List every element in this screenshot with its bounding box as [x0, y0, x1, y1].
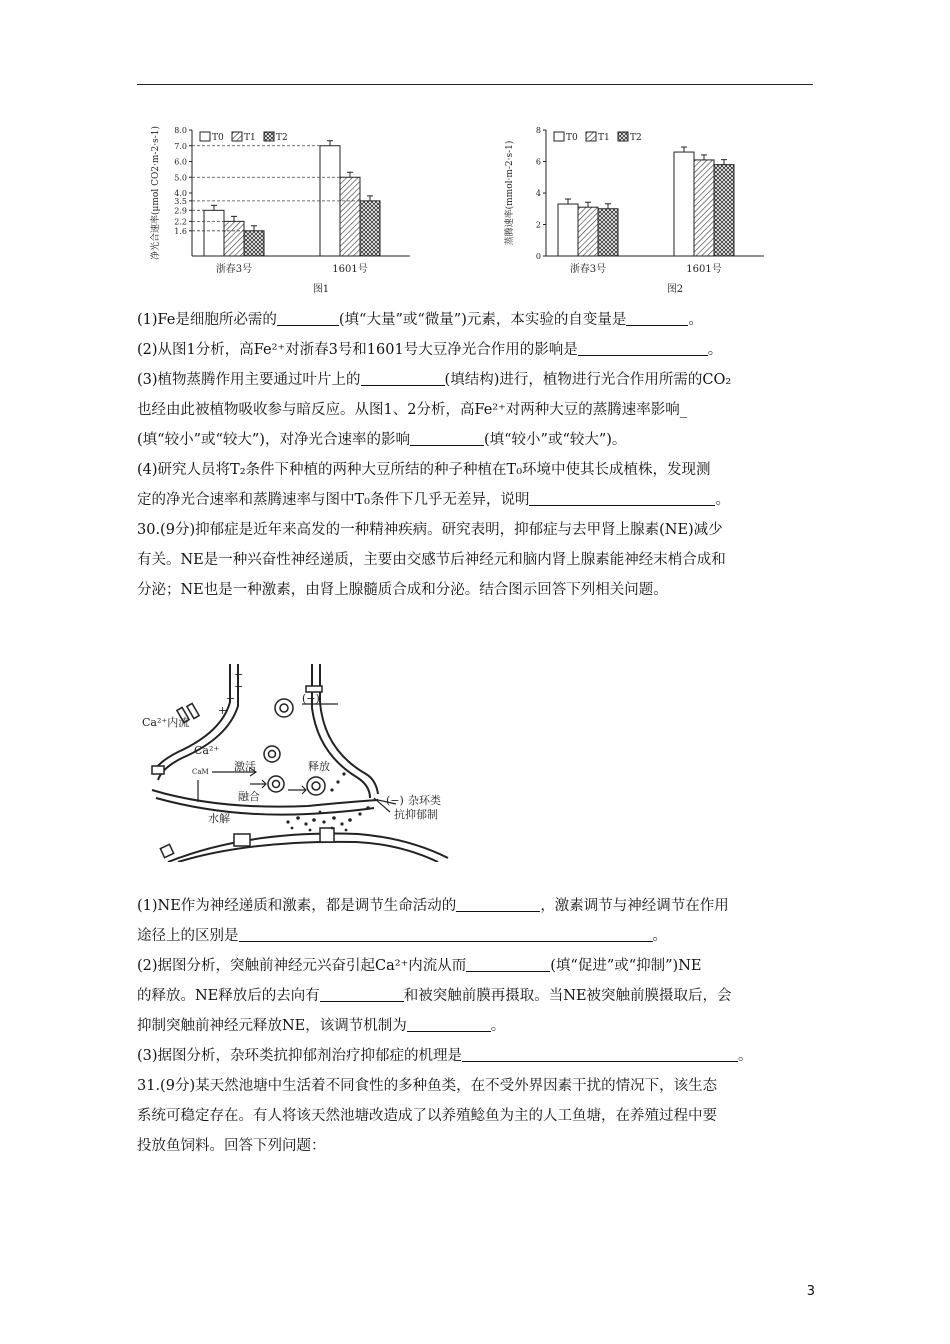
- q30-1-line2-part2: 。: [652, 928, 667, 944]
- svg-text:+: +: [234, 668, 244, 681]
- figure-2-chart: [494, 118, 784, 302]
- category-label: 1601号: [686, 264, 722, 275]
- answer-blank[interactable]: [626, 311, 688, 326]
- q29-1-part3: 。: [688, 312, 703, 328]
- label-hydrolysis: 水解: [208, 812, 230, 825]
- legend-swatch: [586, 132, 596, 141]
- y-tick-label: 4.0: [174, 189, 187, 198]
- svg-text:+: +: [218, 704, 228, 717]
- y-axis-label: 蒸腾速率(mmol·m-2·s-1): [505, 140, 515, 246]
- bar: [360, 201, 380, 256]
- answer-blank[interactable]: [320, 987, 404, 1002]
- y-tick-label: 4: [535, 189, 541, 198]
- label-activate: 激活: [234, 760, 256, 773]
- legend-label: T2: [630, 133, 642, 143]
- legend-label: T2: [276, 133, 288, 143]
- bar: [714, 165, 734, 256]
- bar: [674, 152, 694, 256]
- q29-3-line1-part2: (填结构)进行，植物进行光合作用所需的CO₂: [444, 372, 732, 388]
- q30-2-line3-part2: 。: [490, 1018, 506, 1034]
- q31-line1: 31.(9分)某天然池塘中生活着不同食性的多种鱼类，在不受外界因素干扰的情况下，该生态: [137, 1078, 718, 1094]
- answer-blank[interactable]: [410, 431, 484, 446]
- answer-blank[interactable]: [456, 897, 540, 912]
- legend-swatch: [200, 132, 210, 141]
- y-tick-label: 2.9: [174, 206, 187, 216]
- q29-3-line3-part1: (填“较小”或“较大”)，对净光合速率的影响: [137, 432, 410, 448]
- chart-title: 图1: [312, 284, 330, 295]
- legend-label: T0: [212, 133, 224, 143]
- q30-3-part2: 。: [738, 1048, 753, 1064]
- synapse-svg: [138, 662, 468, 862]
- q30-1-line1-part1: (1)NE作为神经递质和激素，都是调节生命活动的: [137, 898, 457, 914]
- label-drug: 杂环类: [408, 794, 441, 807]
- q29-4-line2-part2: 。: [715, 492, 730, 508]
- y-tick-label: 6: [535, 157, 541, 167]
- label-inhibit-lower: (−): [386, 794, 404, 807]
- legend-swatch: [618, 132, 628, 141]
- bar: [244, 231, 264, 256]
- y-tick-label: 1.6: [174, 226, 187, 236]
- y-tick-label: 0: [535, 252, 541, 261]
- label-ca-influx: Ca²⁺内流: [142, 716, 190, 729]
- q30-intro-line1: 30.(9分)抑郁症是近年来高发的一种精神疾病。研究表明，抑郁症与去甲肾上腺素(NE)减少: [137, 522, 723, 538]
- q30-2-line2-part2: 和被突触前膜再摄取。当NE被突触前膜摄取后，会: [403, 988, 732, 1004]
- q29-2-part1: (2)从图1分析，高Fe²⁺对浙春3号和1601号大豆净光合作用的影响是: [137, 342, 578, 358]
- q29-2-part2: 。: [707, 342, 723, 358]
- q31-line2: 系统可稳定存在。有人将该天然池塘改造成了以养殖鲶鱼为主的人工鱼塘，在养殖过程中要: [137, 1108, 717, 1124]
- answer-blank[interactable]: [462, 1047, 738, 1062]
- q30-2-line1-part1: (2)据图分析，突触前神经元兴奋引起Ca²⁺内流从而: [137, 958, 467, 974]
- y-tick-label: 7.0: [174, 141, 187, 151]
- figure-1-chart: [140, 118, 430, 302]
- legend-label: T1: [244, 133, 256, 143]
- legend-swatch: [554, 132, 564, 141]
- y-tick-label: 5.0: [174, 173, 187, 183]
- q31-line3: 投放鱼饲料。回答下列问题：: [137, 1138, 326, 1154]
- q30-1-line2-part1: 途径上的区别是: [137, 928, 239, 944]
- legend-swatch: [264, 132, 274, 141]
- category-label: 浙春3号: [215, 264, 253, 275]
- answer-blank[interactable]: [277, 311, 339, 326]
- answer-blank[interactable]: [529, 491, 715, 506]
- y-tick-label: 8.0: [174, 126, 187, 135]
- svg-text:+: +: [234, 680, 244, 693]
- page-number: 3: [806, 1284, 815, 1299]
- label-drug-2: 抗抑郁制: [394, 808, 438, 821]
- q29-3-line3-part2: (填“较小”或“较大”)。: [483, 432, 627, 448]
- label-inhibit-upper: (−): [302, 692, 320, 705]
- legend-label: T0: [566, 133, 578, 143]
- bar: [694, 160, 714, 256]
- question-29-subquestions: [137, 309, 817, 601]
- q29-1-part1: (1)Fe是细胞所必需的: [137, 312, 277, 328]
- category-label: 浙春3号: [569, 264, 607, 275]
- q29-3-line1-part1: (3)植物蒸腾作用主要通过叶片上的: [137, 372, 361, 388]
- svg-text:+: +: [226, 692, 236, 705]
- synapse-diagram: [138, 662, 468, 866]
- answer-blank[interactable]: [407, 1017, 491, 1032]
- question-30-31: [137, 895, 817, 1157]
- q30-intro-line2: 有关。NE是一种兴奋性神经递质，主要由交感节后神经元和脑内肾上腺素能神经末梢合成和: [137, 552, 726, 568]
- q30-3-part1: (3)据图分析，杂环类抗抑郁剂治疗抑郁症的机理是: [137, 1048, 463, 1064]
- legend-label: T1: [598, 133, 610, 143]
- bar: [204, 210, 224, 256]
- y-tick-label: 3.5: [174, 196, 187, 206]
- y-axis-label: 净光合速率(μmol CO2·m-2·s-1): [151, 126, 161, 260]
- category-label: 1601号: [332, 264, 368, 275]
- bar: [340, 177, 360, 256]
- bar: [598, 209, 618, 256]
- y-tick-label: 8: [535, 126, 541, 135]
- legend-swatch: [232, 132, 242, 141]
- bar: [558, 204, 578, 256]
- label-release: 释放: [308, 760, 330, 773]
- answer-blank[interactable]: [239, 927, 653, 942]
- answer-blank[interactable]: [466, 957, 550, 972]
- chart-1-svg: [140, 118, 430, 298]
- q29-4-line2-part1: 定的净光合速率和蒸腾速率与图中T₀条件下几乎无差异，说明: [137, 492, 530, 508]
- chart-2-svg: [494, 118, 784, 298]
- q30-2-line1-part2: (填“促进”或“抑制”)NE: [550, 958, 702, 974]
- q29-4-line1: (4)研究人员将T₂条件下种植的两种大豆所结的种子种植在T₀环境中使其长成植株，发现测: [137, 462, 711, 478]
- q30-intro-line3: 分泌；NE也是一种激素，由肾上腺髓质合成和分泌。结合图示回答下列相关问题。: [137, 582, 668, 598]
- q29-1-part2: (填“大量”或“微量”)元素，本实验的自变量是: [338, 312, 627, 328]
- y-tick-label: 6.0: [174, 157, 187, 167]
- bar: [578, 207, 598, 256]
- header-rule: [137, 84, 813, 85]
- q29-3-line2: 也经由此被植物吸收参与暗反应。从图1、2分析，高Fe²⁺对两种大豆的蒸腾速率影响_: [137, 402, 688, 418]
- label-cam: CaM: [192, 768, 209, 776]
- q30-2-line2-part1: 的释放。NE释放后的去向有: [137, 988, 320, 1004]
- answer-blank[interactable]: [361, 371, 445, 386]
- label-ca-ion: Ca²⁺: [194, 744, 220, 757]
- y-tick-label: 2: [535, 220, 541, 230]
- answer-blank[interactable]: [578, 341, 708, 356]
- label-fusion: 融合: [238, 790, 260, 803]
- q30-1-line1-part2: ，激素调节与神经调节在作用: [540, 898, 729, 914]
- q30-2-line3-part1: 抑制突触前神经元释放NE，该调节机制为: [137, 1018, 407, 1034]
- chart-title: 图2: [666, 284, 684, 295]
- bar: [224, 221, 244, 256]
- y-tick-label: 2.2: [174, 217, 187, 227]
